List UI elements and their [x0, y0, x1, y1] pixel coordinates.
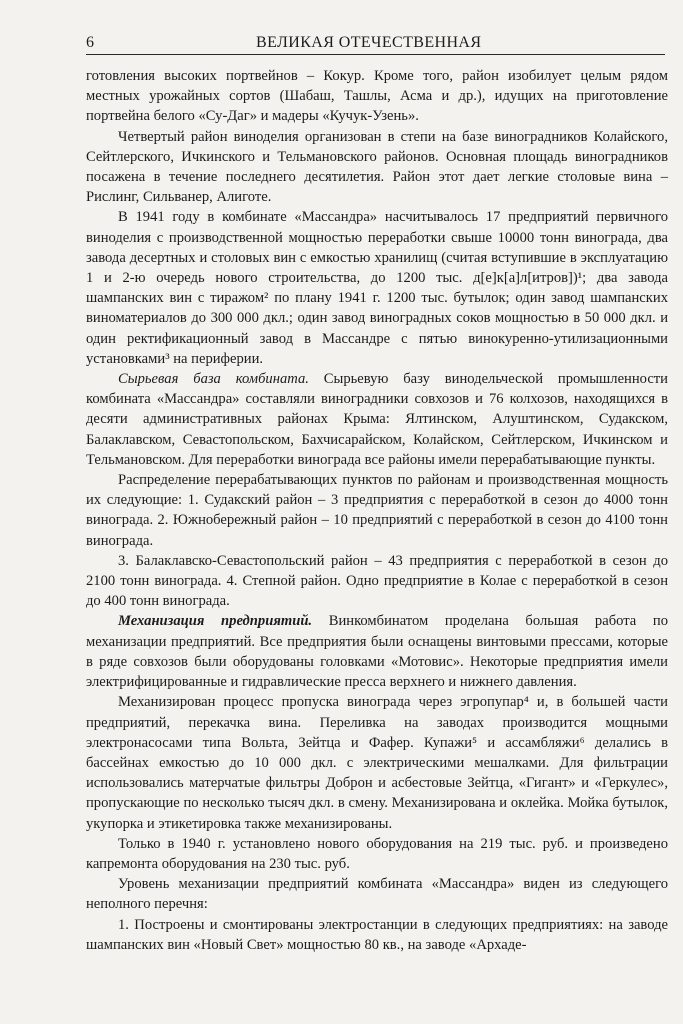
paragraph: Механизирован процесс пропуска винограда через эгропупар⁴ и, в большей части предприятий, перекачка вина. Переливка на заводах производится мощными электронасосами типа Вольта, Зейтца и Фафер. Купажи⁵ и ассамбляжи⁶ делались в бассейнах емкостью до 10 000 дкл. с электрическими мешалками. Для фильтрации использовались матерчатые фильтры Доброн и асбестовые Зейтца, «Гигант» и «Геркулес», пропускающие по несколько тысяч дкл. в смену. Механизирована и оклейка. Мойка бутылок, укупорка и этикетировка также механизированы.: [86, 694, 668, 832]
paragraph: 3. Балаклавско-Севастопольский район – 43 предприятия с переработкой в сезон до 2100 тонн винограда. 4. Степной район. Одно предприятие в Колае с переработкой в сезон до 400 тонн винограда.: [86, 552, 668, 610]
paragraph: Механизация предприятий. Винкомбинатом проделана большая работа по механизации предприятий. Все предприятия были оснащены винтовыми прессами, которые в ряде совхозов были оборудованы головками «Мотовис». Некоторые предприятия имели электрифицированные и гидравлические пресса верхнего и нижнего давления.: [86, 613, 668, 691]
body-text: [86, 66, 668, 955]
paragraph: Сырьевая база комбината. Сырьевую базу винодельческой промышленности комбината «Массандра» составляли виноградники совхозов и 76 колхозов, находящихся в десяти административных районах Крыма: Ялтинском, Алуштинском, Судакском, Балаклавском, Севастопольском, Бахчисарайском, Колайском, Сейтлерском, Ичкинском и Тельмановском. Для переработки винограда все районы имели перерабатывающие пункты.: [86, 371, 668, 468]
paragraph: Уровень механизации предприятий комбината «Массандра» виден из следующего неполного перечня:: [86, 876, 668, 913]
page-number: 6: [86, 34, 95, 51]
paragraph: Только в 1940 г. установлено нового оборудования на 219 тыс. руб. и произведено капремонта оборудования на 230 тыс. руб.: [86, 835, 668, 872]
running-header: [86, 34, 665, 55]
paragraph: Четвертый район виноделия организован в степи на базе виноградников Колайского, Сейтлерского, Ичкинского и Тельмановского районов. Основная площадь виноградников посажена в течение последнего десятилетия. Район этот дает легкие столовые вина – Рислинг, Сильванер, Алиготе.: [86, 128, 668, 206]
paragraph: В 1941 году в комбинате «Массандра» насчитывалось 17 предприятий первичного виноделия с производственной мощностью переработки свыше 10000 тонн винограда, два завода десертных и столовых вин с емкостью хранилищ (считая вступившие в эксплуатацию 1 и 2-ю очередь нового строительства, до 1200 тыс. д[е]к[а]л[итров])¹; два завода шампанских вин с тиражом² по плану 1941 г. 1200 тыс. бутылок; один завод шампанских виноматериалов до 300 000 дкл.; один завод виноградных соков мощностью в 50 000 дкл. и один ректификационный завод в Массандре с пятью винокуренно-утилизационными установками³ на периферии.: [86, 209, 668, 367]
running-title: ВЕЛИКАЯ ОТЕЧЕСТВЕННАЯ: [256, 34, 482, 51]
section-run-in-heading: Сырьевая база комбината.: [118, 371, 309, 388]
section-run-in-heading: Механизация предприятий.: [118, 613, 313, 630]
paragraph: Распределение перерабатывающих пунктов по районам и производственная мощность их следующие: 1. Судакский район – 3 предприятия с переработкой в сезон до 4000 тонн винограда. 2. Южнобережный район – 10 предприятий с переработкой в сезон до 4100 тонн винограда.: [86, 472, 668, 549]
paragraph: 1. Построены и смонтированы электростанции в следующих предприятиях: на заводе шампанских вин «Новый Свет» мощностью 80 кв., на заводе «Архаде-: [86, 916, 668, 953]
paragraph: готовления высоких портвейнов – Кокур. Кроме того, район изобилует целым рядом местных урожайных сортов (Шабаш, Ташлы, Асма и др.), идущих на приготовление портвейна белого «Су-Даг» и мадеры «Кучук-Узень».: [86, 68, 668, 125]
